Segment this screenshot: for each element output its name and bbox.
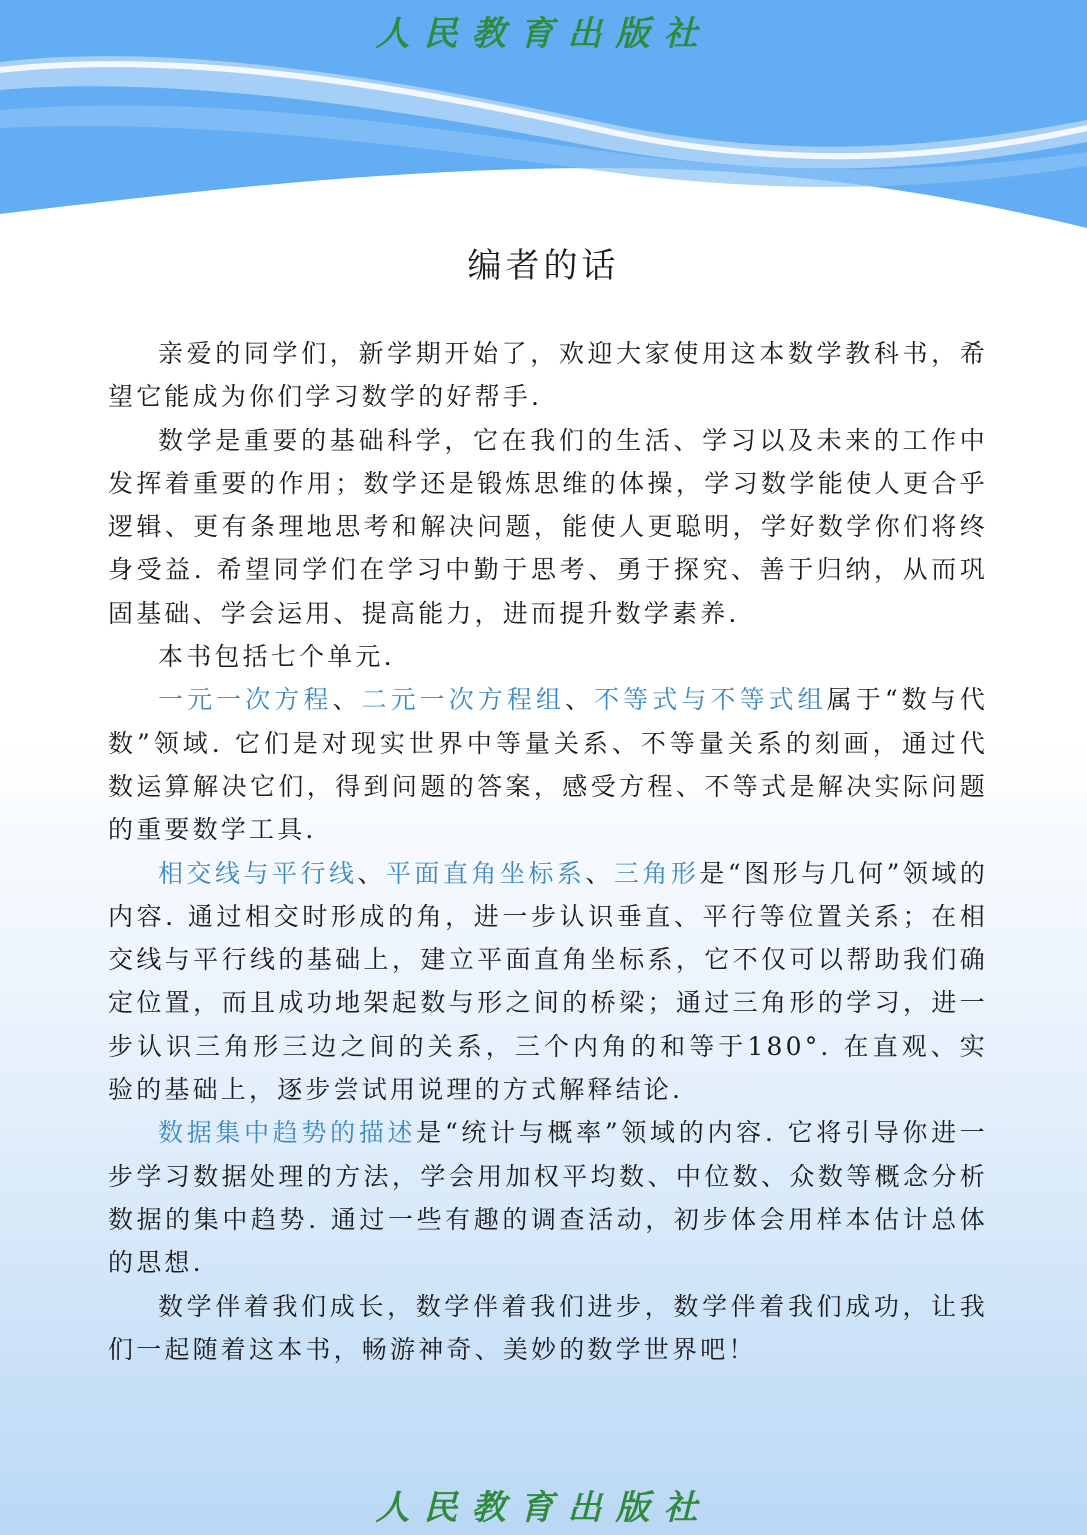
unit-title-highlight: 数据集中趋势的描述 bbox=[158, 1118, 417, 1148]
paragraph-text: 亲爱的同学们，新学期开始了，欢迎大家使用这本数学教科书，希望它能成为你们学习数学的好帮手. bbox=[108, 339, 988, 412]
preface-paragraph bbox=[108, 635, 988, 678]
unit-title-highlight: 一元一次方程 bbox=[158, 685, 333, 715]
publisher-logo-bottom: 人民教育出版社 bbox=[375, 1488, 712, 1528]
preface-paragraph bbox=[108, 678, 988, 851]
unit-title-highlight: 相交线与平行线 bbox=[158, 858, 358, 888]
paragraph-text: 、 bbox=[332, 685, 362, 715]
paragraph-text: 、 bbox=[565, 685, 595, 715]
unit-title-highlight: 平面直角坐标系 bbox=[385, 858, 586, 888]
paragraph-text: 数学伴着我们成长，数学伴着我们进步，数学伴着我们成功，让我们一起随着这本书，畅游神奇、美妙的数学世界吧！ bbox=[108, 1291, 988, 1364]
paragraph-text: 是“图形与几何”领域的内容. 通过相交时形成的角，进一步认识垂直、平行等位置关系；在相交线与平行线的基础上，建立平面直角坐标系，它不仅可以帮助我们确定位置，而且成功地架起数与形之间的桥梁；通过三角形的学习，进一步认识三角形三边之间的关系，三个内角的和等于180°. 在直观、实验的基础上，逐步尝试用说理的方式解释结论. bbox=[108, 858, 989, 1105]
unit-title-highlight: 二元一次方程组 bbox=[361, 685, 566, 715]
paragraph-text: 数学是重要的基础科学，它在我们的生活、学习以及未来的工作中发挥着重要的作用；数学还是锻炼思维的体操，学习数学能使人更合乎逻辑、更有条理地思考和解决问题，能使人更聪明，学好数学你们将终身受益. 希望同学们在学习中勤于思考、勇于探究、善于归纳，从而巩固基础、学会运用、提高能力，进而提升数学素养. bbox=[108, 425, 988, 628]
unit-title-highlight: 不等式与不等式组 bbox=[594, 685, 827, 715]
preface-paragraph bbox=[108, 419, 988, 635]
preface-body bbox=[108, 332, 988, 1371]
preface-paragraph bbox=[108, 332, 988, 419]
paragraph-text: 本书包括七个单元. bbox=[158, 642, 395, 672]
paragraph-text: 、 bbox=[357, 858, 386, 888]
publisher-logo-top: 人民教育出版社 bbox=[375, 14, 712, 54]
preface-paragraph bbox=[108, 852, 988, 1112]
preface-paragraph bbox=[108, 1285, 988, 1372]
page-title: 编者的话 bbox=[467, 246, 620, 286]
paragraph-text: 属于“数与代数”领域. 它们是对现实世界中等量关系、不等量关系的刻画，通过代数运算解决它们，得到问题的答案，感受方程、不等式是解决实际问题的重要数学工具. bbox=[108, 685, 989, 845]
preface-paragraph bbox=[108, 1111, 988, 1284]
paragraph-text: 是“统计与概率”领域的内容. 它将引导你进一步学习数据处理的方法，学会用加权平均数、中位数、众数等概念分析数据的集中趋势. 通过一些有趣的调查活动，初步体会用样本估计总体的思想. bbox=[108, 1118, 988, 1278]
paragraph-text: 、 bbox=[585, 858, 614, 888]
unit-title-highlight: 三角形 bbox=[613, 858, 700, 888]
